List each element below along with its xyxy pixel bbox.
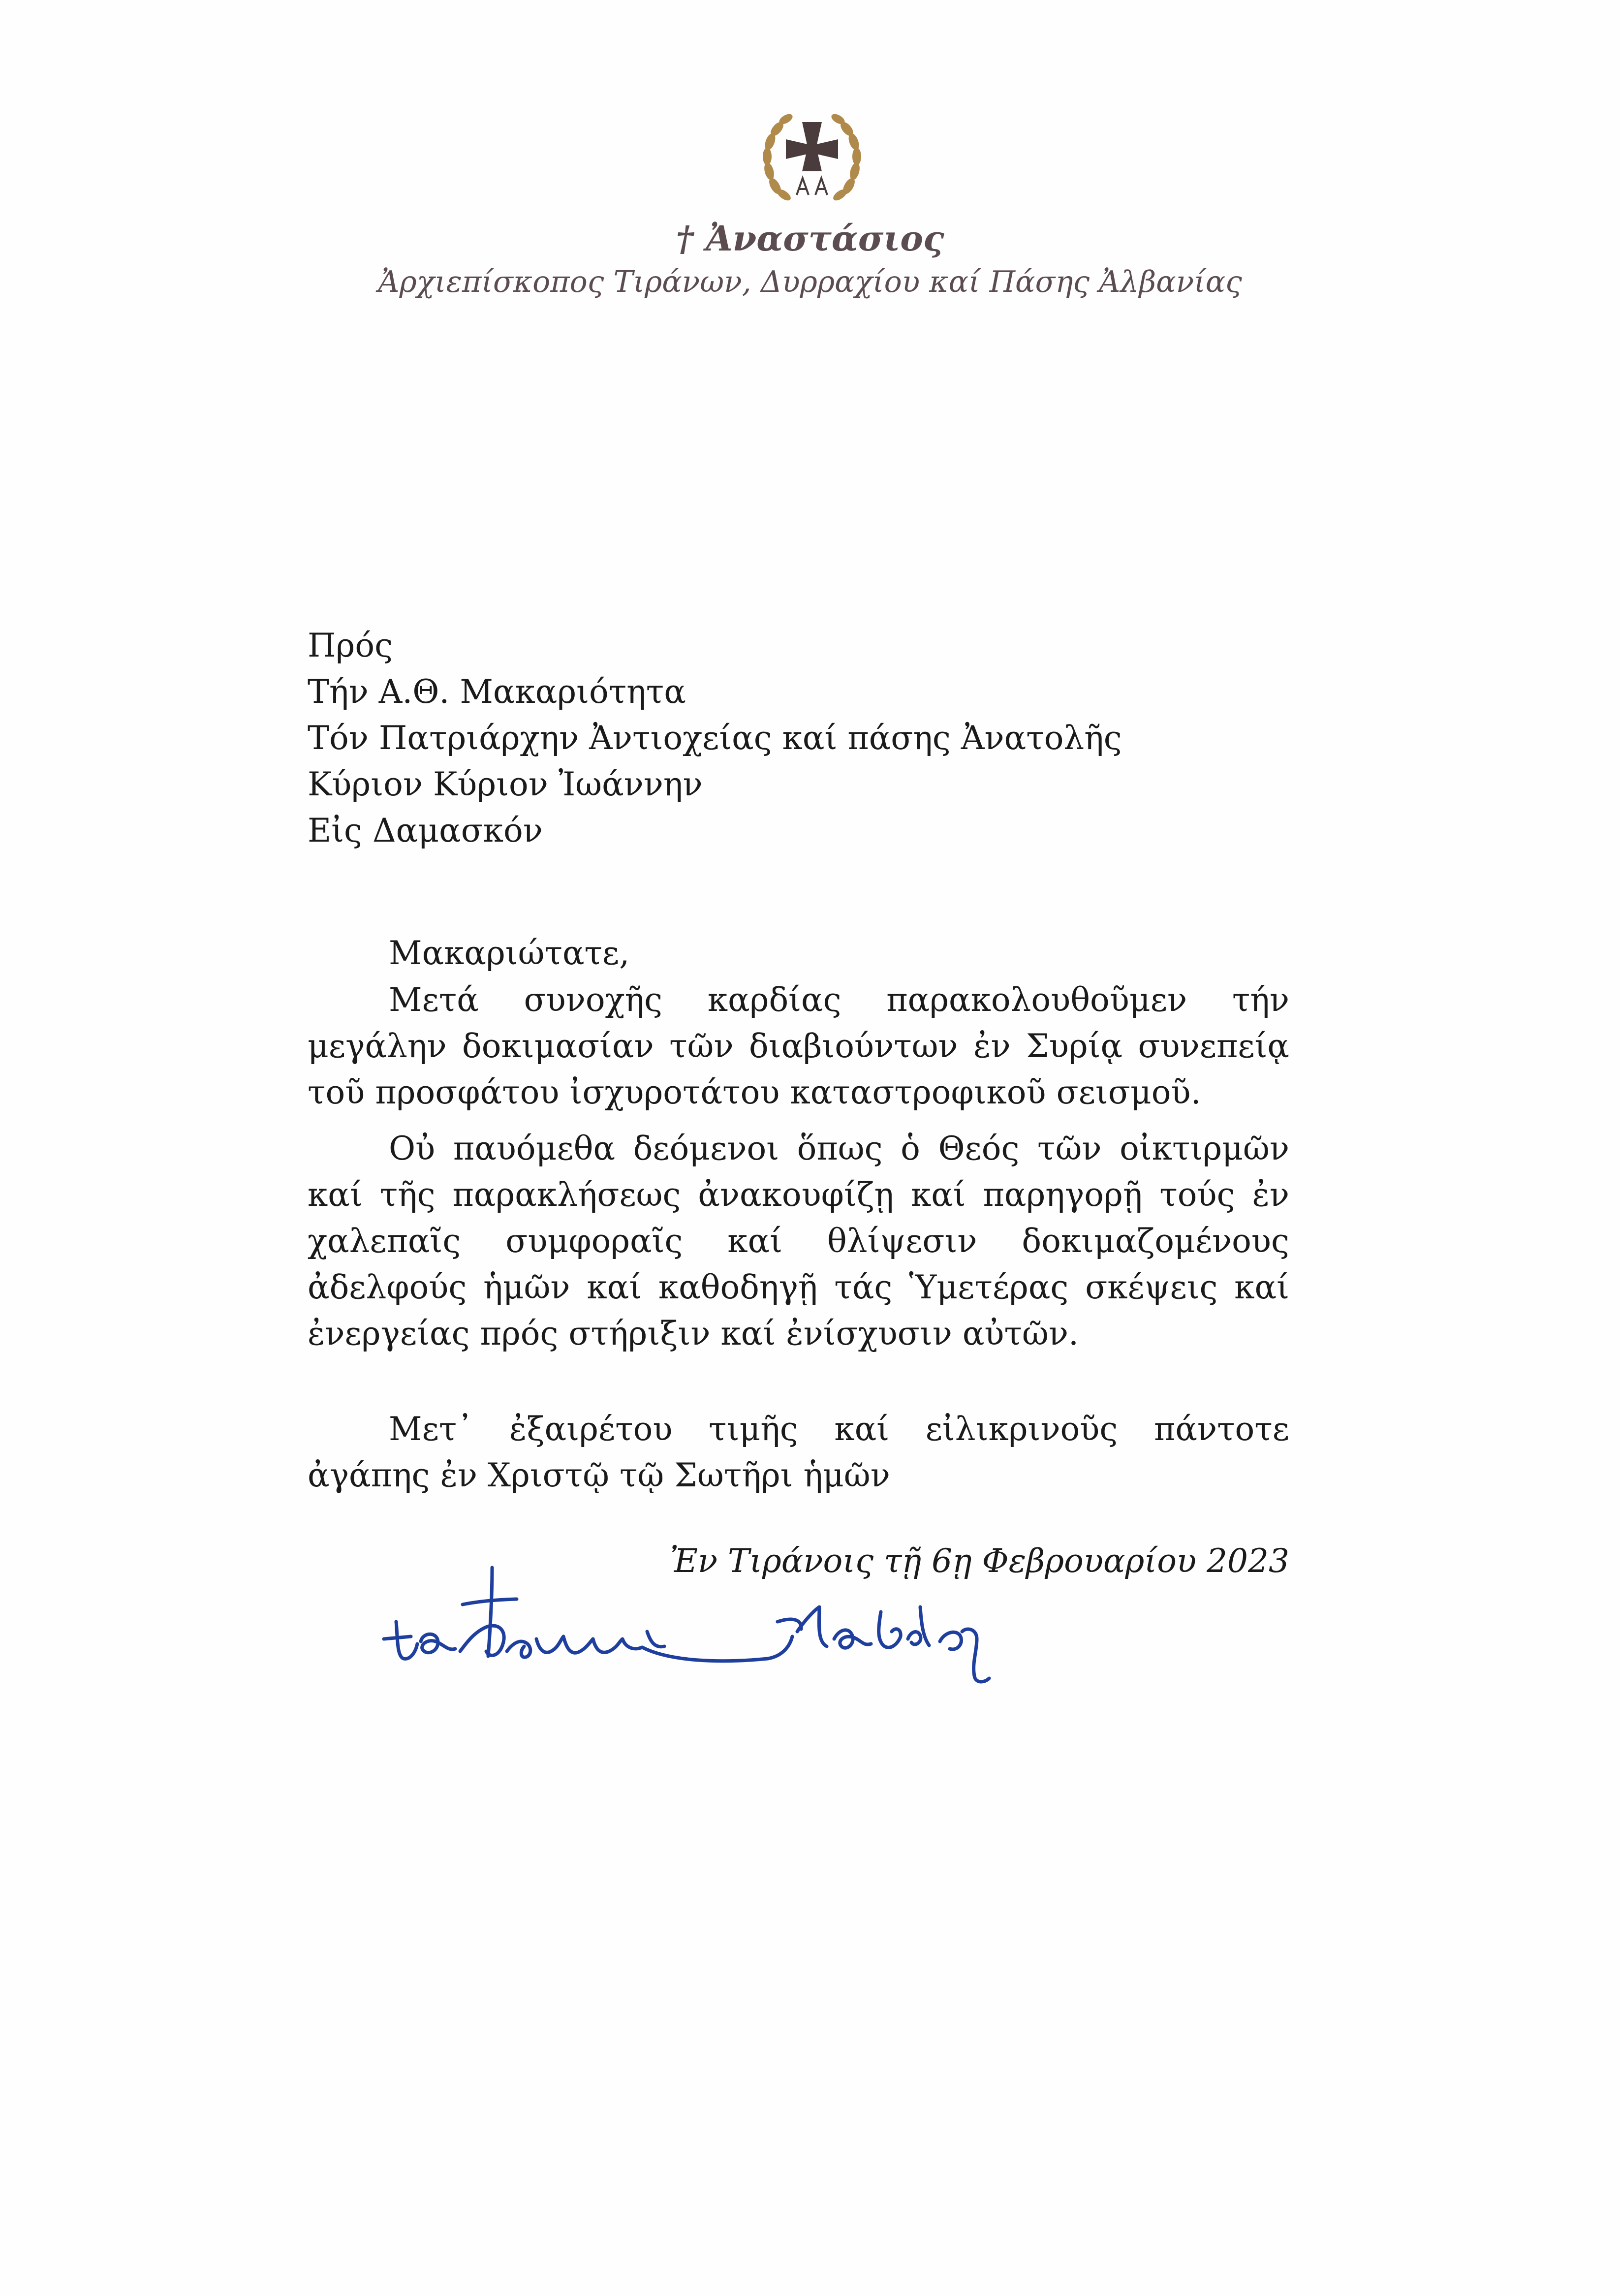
signature [374,1558,1028,1691]
recipient-line: Τήν Α.Θ. Μακαριότητα [308,673,686,711]
sender-name: † Ἀναστάσιος [676,218,944,259]
recipient-line: Κύριον Κύριον Ἰωάννην [308,765,703,803]
cross-wreath-icon [755,112,869,211]
sender-title: Ἀρχιεπίσκοπος Τιράνων, Δυρραχίου καί Πάσης Ἀλβανίας [378,265,1242,299]
recipient-line: Πρός [308,627,393,664]
body-paragraph: Μετά συνοχῆς καρδίας παρακολουθοῦμεν τήν μεγάλην δοκιμασίαν τῶν διαβιούντων ἐν Συρίᾳ συνεπείᾳ τοῦ προσφάτου ἰσχυροτάτου καταστροφικοῦ σεισμοῦ. [308,981,1289,1111]
recipient-address [308,623,1390,854]
body-paragraph: Μετ᾿ ἐξαιρέτου τιμῆς καί εἰλικρινοῦς πάντοτε ἀγάπης ἐν Χριστῷ τῷ Σωτῆρι ἡμῶν [308,1410,1289,1494]
body-paragraph: Οὐ παυόμεθα δεόμενοι ὅπως ὁ Θεός τῶν οἰκτιρμῶν καί τῆς παρακλήσεως ἀνακουφίζῃ καί παρηγορῇ τούς ἐν χαλεπαῖς συμφοραῖς καί θλίψεσιν δοκιμαζομένους ἀδελφούς ἡμῶν καί καθοδηγῇ τάς Ὑμετέρας σκέψεις καί ἐνεργείας πρός στήριξιν καί ἐνίσχυσιν αὐτῶν. [308,1130,1289,1352]
recipient-line: Εἰς Δαμασκόν [308,812,543,849]
salutation: Μακαριώτατε, [389,934,630,972]
recipient-line: Τόν Πατριάρχην Ἀντιοχείας καί πάσης Ἀνατολῆς [308,719,1122,757]
letter-date: Ἐν Τιράνοις τῇ 6ῃ Φεβρουαρίου 2023 [670,1542,1289,1580]
